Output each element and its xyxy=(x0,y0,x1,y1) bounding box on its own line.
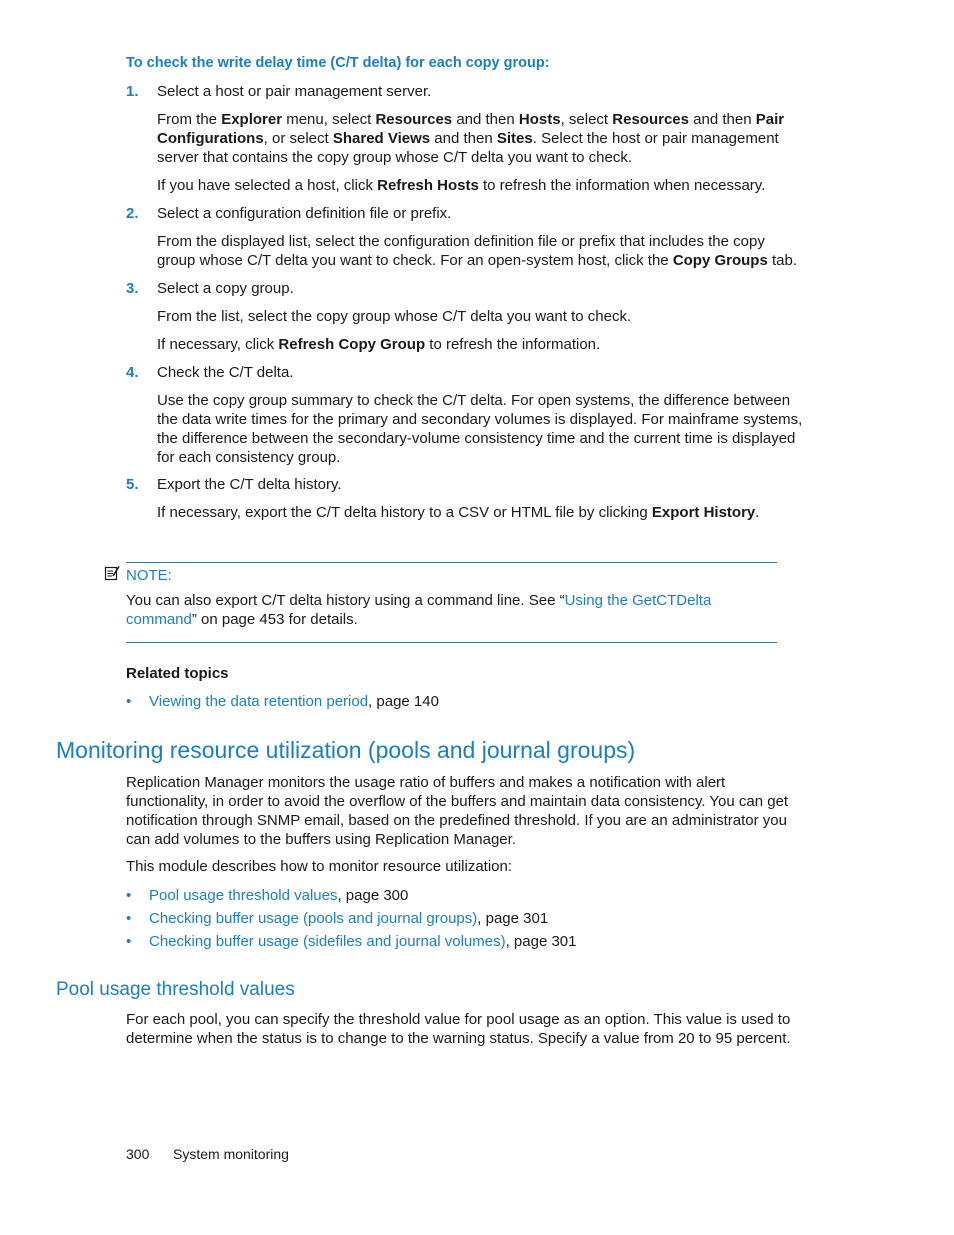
note-top-rule xyxy=(126,562,777,563)
text-run: , or select xyxy=(263,130,333,147)
note-text-after: ” on page 453 for details. xyxy=(191,611,358,628)
section-suffix-1: , page 300 xyxy=(337,887,409,904)
step-number-4: 4. xyxy=(126,364,139,381)
step-5-para-1 xyxy=(157,503,807,522)
section-heading: Monitoring resource utilization (pools and journal groups) xyxy=(56,737,636,763)
section-item-3 xyxy=(149,932,577,951)
text-run: From the displayed list, select the configuration definition file or prefix that includes the copy group whose C/T delta you want to check. For an open-system host, click the xyxy=(157,233,765,269)
section-suffix-2: , page 301 xyxy=(477,910,549,927)
text-run: and then xyxy=(430,130,497,147)
text-run: If necessary, export the C/T delta history to a CSV or HTML file by clicking xyxy=(157,504,652,521)
page-number: 300 xyxy=(126,1146,150,1162)
note-label: NOTE: xyxy=(126,567,172,584)
step-1-para-1 xyxy=(157,110,807,167)
text-run: . Select the host or pair management server that contains the copy group whose C/T delta you want to check. xyxy=(157,130,779,166)
procedure-title: To check the write delay time (C/T delta) for each copy group: xyxy=(126,55,550,71)
section-suffix-3: , page 301 xyxy=(505,933,577,950)
text-run: If you have selected a host, click xyxy=(157,177,378,194)
ui-term: Refresh Hosts xyxy=(377,177,479,194)
step-2-para-1 xyxy=(157,232,807,270)
section-item-1 xyxy=(149,886,408,905)
note-text-before: You can also export C/T delta history using a command line. See “ xyxy=(126,592,565,609)
note-icon xyxy=(104,565,120,581)
section-para-1: Replication Manager monitors the usage ratio of buffers and makes a notification with alert functionality, in order to avoid the overflow of the buffers and maintain data consistency. You can get notification through SNMP email, based on the predefined threshold. If you are an administrator you can add volumes to the buffers using Replication Manager. xyxy=(126,774,789,848)
section-para-2: This module describes how to monitor resource utilization: xyxy=(126,858,513,875)
ui-term: Resources xyxy=(375,111,453,128)
section-bullet-2: • xyxy=(126,910,132,927)
ui-term: Resources xyxy=(612,111,689,128)
section-link-3[interactable]: Checking buffer usage (sidefiles and journal volumes) xyxy=(149,933,506,950)
note-link[interactable]: Using the GetCTDelta command xyxy=(126,592,712,628)
text-run: From the list, select the copy group whose C/T delta you want to check. xyxy=(157,308,632,325)
subsection-heading: Pool usage threshold values xyxy=(56,979,295,1000)
text-run: . xyxy=(755,504,760,521)
text-run: Use the copy group summary to check the C/T delta. For open systems, the difference between the data write times for the primary and secondary volumes is displayed. For mainframe systems, the difference between the secondary-volume consistency time and the current time is displayed for each consistency group. xyxy=(157,392,803,466)
related-bullet: • xyxy=(126,693,132,710)
text-run: to refresh the information. xyxy=(425,336,601,353)
section-bullet-3: • xyxy=(126,933,132,950)
step-number-1: 1. xyxy=(126,83,139,100)
section-link-2[interactable]: Checking buffer usage (pools and journal groups) xyxy=(149,910,478,927)
note-text xyxy=(126,591,726,629)
ui-term: Sites xyxy=(496,130,533,147)
text-run: From the xyxy=(157,111,222,128)
ui-term: Hosts xyxy=(518,111,561,128)
footer-chapter: System monitoring xyxy=(173,1146,289,1162)
step-number-2: 2. xyxy=(126,205,139,222)
text-run: to refresh the information when necessary. xyxy=(478,177,766,194)
section-bullet-1: • xyxy=(126,887,132,904)
step-text-5: Export the C/T delta history. xyxy=(157,476,342,493)
step-number-3: 3. xyxy=(126,280,139,297)
text-run: tab. xyxy=(767,252,798,269)
step-text-1: Select a host or pair management server. xyxy=(157,83,432,100)
subsection-para: For each pool, you can specify the threshold value for pool usage as an option. This value is used to determine when the status is to change to the warning status. Specify a value from 20 to 95 percent. xyxy=(126,1011,791,1047)
ui-term: Refresh Copy Group xyxy=(278,336,426,353)
related-suffix: , page 140 xyxy=(368,693,439,710)
ui-term: Shared Views xyxy=(332,130,431,147)
step-1-para-2 xyxy=(157,176,807,195)
text-run: If necessary, click xyxy=(157,336,279,353)
step-number-5: 5. xyxy=(126,476,139,493)
step-text-3: Select a copy group. xyxy=(157,280,294,297)
section-item-2 xyxy=(149,909,548,928)
text-run: and then xyxy=(688,111,756,128)
text-run: , select xyxy=(560,111,613,128)
step-3-para-1 xyxy=(157,307,807,326)
step-text-2: Select a configuration definition file or prefix. xyxy=(157,205,452,222)
ui-term: Explorer xyxy=(221,111,283,128)
text-run: menu, select xyxy=(282,111,376,128)
related-item xyxy=(149,692,439,711)
step-3-para-2 xyxy=(157,335,807,354)
section-link-1[interactable]: Pool usage threshold values xyxy=(149,887,338,904)
step-4-para-1 xyxy=(157,391,807,467)
note-bottom-rule xyxy=(126,642,777,643)
related-link[interactable]: Viewing the data retention period xyxy=(149,693,369,710)
ui-term: Export History xyxy=(651,504,756,521)
ui-term: Pair Configurations xyxy=(157,111,785,147)
text-run: and then xyxy=(452,111,519,128)
step-text-4: Check the C/T delta. xyxy=(157,364,294,381)
related-topics-heading: Related topics xyxy=(126,665,229,682)
ui-term: Copy Groups xyxy=(672,252,768,269)
